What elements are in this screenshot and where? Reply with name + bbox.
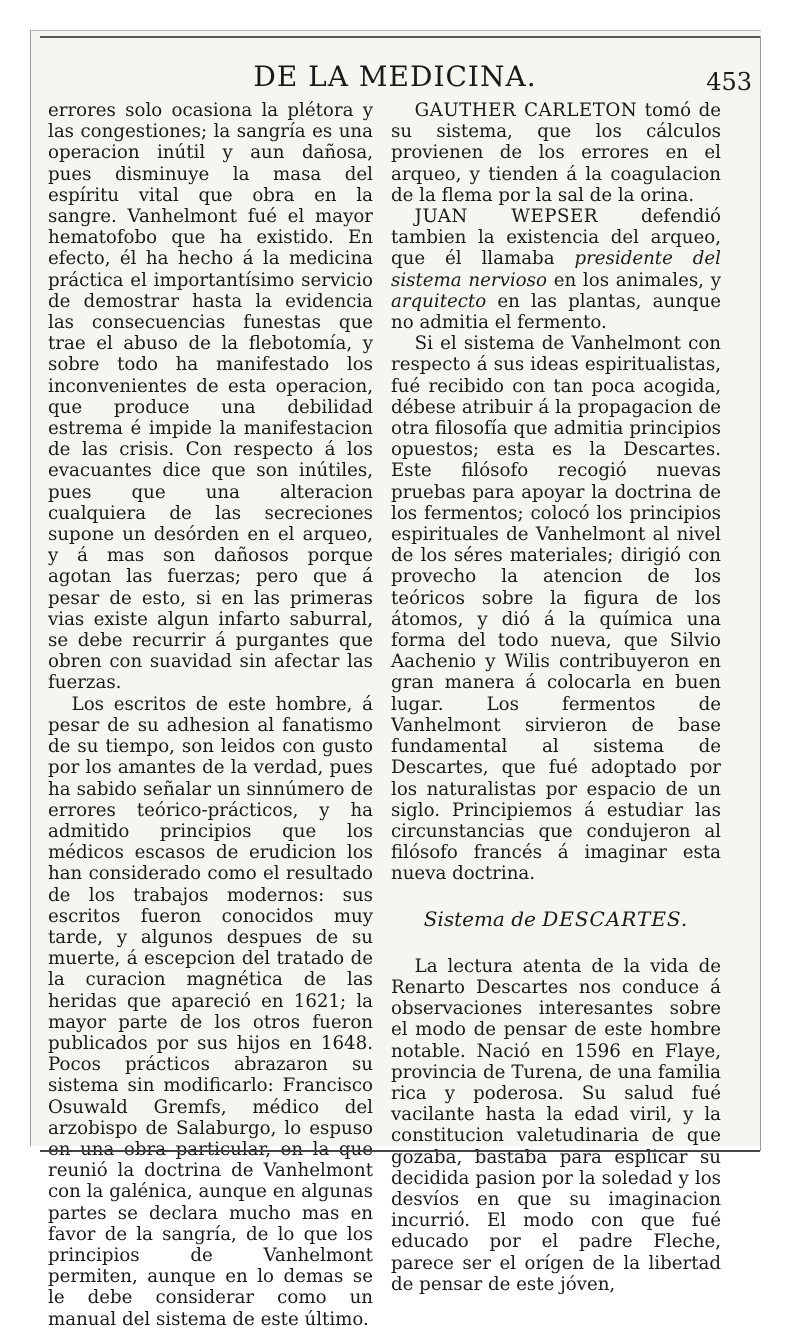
left-paragraph-1: errores solo ocasiona la plétora y las congestiones; la sangría es una operacion inútil y aun dañosa, pues disminuye la masa del espíritu vital que obra en la sangre. Vanhelmont fué el mayor hematofobo que ha existido. En efecto, él ha hecho á la medicina práctica el importantísimo servicio de demostrar hasta la evidencia las consecuencias funestas que trae el abuso de la flebotomía, y sobre todo ha manifestado los inconvenientes de esta operacion, que produce una debilidad estrema é impide la manifestacion de las crisis. Con respecto á los evacuantes dice que son inútiles, pues que una alteracion cualquiera de las secreciones supone un desórden en el arqueo, y á mas son dañosos porque agotan las fuerzas; pero que á pesar de esto, si en las primeras vias existe algun infarto saburral, se debe recurrir á purgantes que obren con suavidad sin afectar las fuerzas. xyxy=(48,100,373,694)
right-paragraph-4: La lectura atenta de la vida de Renarto Descartes nos conduce á observaciones interesantes sobre el modo de pensar de este hombre notable. Nació en 1596 en Flaye, provincia de Turena, de una familia rica y poderosa. Su salud fué vacilante hasta la edad viril, y la constitucion valetudinaria de que gozaba, bastaba para esplicar su decidida pasion por la soledad y los desvíos en que su imaginacion incurrió. El modo con que fué educado por el padre Fleche, parece ser el orígen de la libertad de pensar de este jóven, xyxy=(391,955,721,1295)
top-rule xyxy=(40,36,760,38)
left-paragraph-2: Los escritos de este hombre, á pesar de su adhesion al fanatismo de su tiempo, son leidos con gusto por los amantes de la verdad, pues ha sabido señalar un sinnúmero de errores teórico-prácticos, y ha admitido principios que los médicos escasos de erudicion los han considerado como el resultado de los trabajos modernos: sus escritos fueron conocidos muy tarde, y algunos despues de su muerte, á escepcion del tratado de la curacion magnética de las heridas que apareció en 1621; la mayor parte de los otros fueron publicados por sus hijos en 1648. Pocos prácticos abrazaron su sistema sin modificarlo: Francisco Osuwald Gremfs, médico del arzobispo de Salaburgo, lo espuso en una obra particular, en la que reunió la doctrina de Vanhelmont con la galénica, aunque en algunas partes se declara mucho mas en favor de la sangría, de lo que los principios de Vanhelmont permiten, aunque en lo demas se le debe considerar como un manual del sistema de este último. xyxy=(48,693,373,1330)
person-name-wepser: JUAN WEPSER xyxy=(414,206,598,228)
page-number: 453 xyxy=(706,68,752,96)
paragraph-text: tomó de su sistema, que los cálculos provienen de los errores en el arqueo, y tienden á la coagulacion de la flema por la sal de la orina. xyxy=(391,100,721,206)
paragraph-text: en los animales, y xyxy=(546,269,721,291)
paragraph-text: defendió tambien la existencia del arqueo, que él llamaba xyxy=(391,206,721,270)
person-name-carleton: GAUTHER CARLETON xyxy=(414,100,638,121)
right-column xyxy=(391,100,721,1295)
page-edge xyxy=(760,36,761,1151)
running-title: DE LA MEDICINA. xyxy=(253,60,537,93)
right-paragraph-2 xyxy=(391,206,721,333)
bottom-rule xyxy=(40,1150,760,1152)
italic-term: presidente del sistema nervioso xyxy=(391,248,721,291)
section-title xyxy=(391,906,721,931)
italic-term: arquitecto xyxy=(391,290,487,312)
left-column xyxy=(48,100,373,1330)
section-title-prefix: Sistema de xyxy=(423,906,543,931)
right-paragraph-3: Si el sistema de Vanhelmont con respecto á sus ideas espiritualistas, fué recibido con tan poca acogida, débese atribuir á la propagacion de otra filosofía que admitia principios opuestos; esta es la Descartes. Este filósofo recogió nuevas pruebas para apoyar la doctrina de los fermentos; colocó los principios espirituales de Vanhelmont al nivel de los séres materiales; dirigió con provecho la atencion de los teóricos sobre la figura de los átomos, y dió á la química una forma del todo nueva, que Silvio Aachenio y Wilis contribuyeron en gran manera á colocarla en buen lugar. Los fermentos de Vanhelmont sirvieron de base fundamental al sistema de Descartes, que fué adoptado por los naturalistas por espacio de un siglo. Principiemos á estudiar las circunstancias que condujeron al filósofo francés á imaginar esta nueva doctrina. xyxy=(391,333,721,885)
paragraph-text: en las plantas, aunque no admitia el fermento. xyxy=(391,290,721,334)
right-paragraph-1 xyxy=(391,100,721,206)
page-header xyxy=(30,58,760,98)
section-title-name: DESCARTES. xyxy=(542,906,689,931)
